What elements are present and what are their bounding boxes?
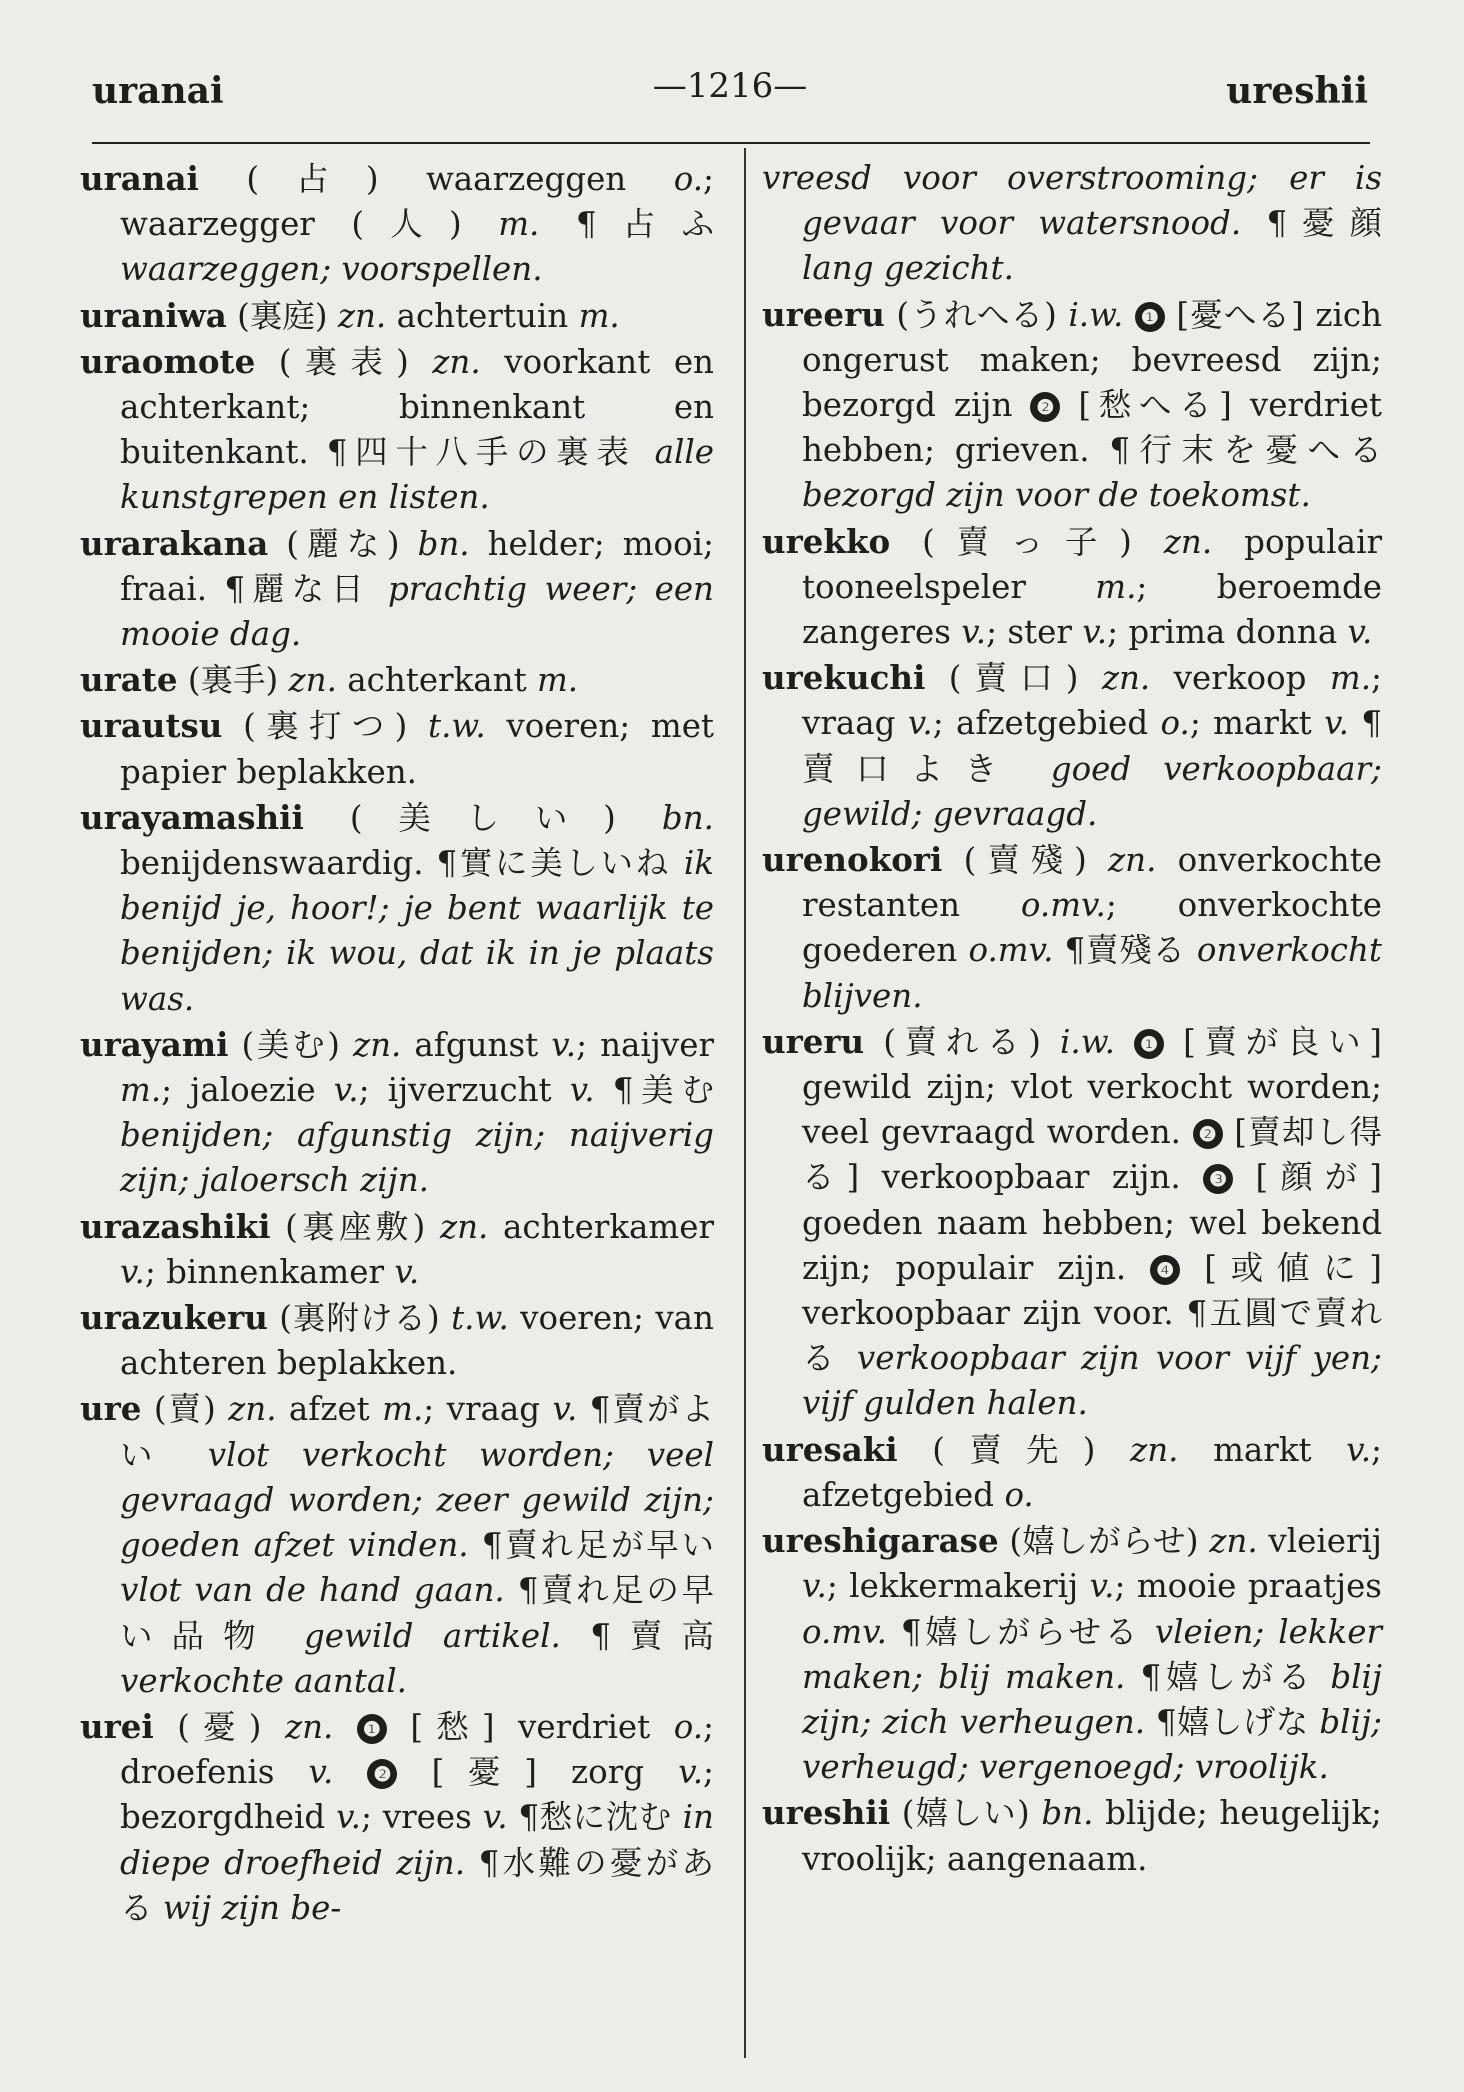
entry-italic-text: v. — [569, 1071, 595, 1110]
entry-italic-text: v. — [802, 1567, 827, 1606]
entry-text: (賣) — [141, 1390, 229, 1429]
right-column — [762, 156, 1382, 1882]
entry-headword: urautsu — [80, 706, 223, 746]
entry-headword: urekko — [762, 521, 891, 561]
dictionary-entry — [762, 1518, 1382, 1790]
entry-text: helder; mooi; fraai. ¶麗な日 — [120, 524, 714, 608]
entry-headword: urazashiki — [80, 1206, 271, 1246]
sense-number: ❶ — [357, 1714, 387, 1744]
entry-text: (美しい) — [303, 798, 662, 837]
entry-headword: urarakana — [80, 523, 269, 563]
entry-text: ; ijverzucht — [358, 1071, 570, 1110]
entry-italic-text: o. — [1160, 704, 1190, 743]
entry-headword: urenokori — [762, 840, 943, 880]
entry-text: afgunst — [401, 1025, 552, 1064]
entry-text — [1123, 296, 1135, 334]
entry-headword: urekuchi — [762, 658, 926, 698]
page-header — [92, 62, 1368, 122]
entry-text: voeren; van achteren beplakken. — [120, 1299, 714, 1383]
entry-headword: uranai — [80, 159, 199, 198]
sense-number: ❶ — [1134, 1029, 1164, 1059]
entry-text: afzet — [276, 1390, 383, 1429]
dictionary-entry — [80, 293, 714, 339]
entry-text: ; mooie praatjes — [1114, 1567, 1382, 1606]
dictionary-entry — [80, 1204, 714, 1295]
entry-text: ; vraag — [423, 1390, 553, 1429]
entry-text: [顔が] goeden naam hebben; wel bekend zijn; populair zijn. — [802, 1158, 1382, 1287]
entry-text: achtertuin — [386, 296, 579, 335]
entry-text: blijde; heugelijk; vroolijk; aangenaam. — [802, 1794, 1382, 1878]
entry-text — [333, 1753, 367, 1791]
entry-italic-text: in diepe droefheid zijn. — [120, 1798, 714, 1882]
entry-text: ; lekkermakerij — [826, 1567, 1090, 1606]
entry-italic-text: zn. — [288, 661, 337, 700]
entry-text: ; droefenis — [120, 1707, 714, 1792]
entry-italic-text: t.w. — [428, 707, 486, 746]
entry-italic-text: benijden; afgunstig zijn; naijverig zijn; jaloersch zijn. — [120, 1116, 714, 1200]
entry-text: ; waarzegger (人) — [120, 160, 714, 244]
entry-headword: uraomote — [80, 341, 256, 381]
entry-italic-text: v. — [1324, 704, 1349, 743]
entry-text — [1115, 1023, 1134, 1061]
dictionary-entry — [762, 292, 1382, 519]
entry-italic-text: o.mv. — [802, 1612, 887, 1651]
entry-italic-text: o. — [673, 1707, 704, 1746]
entry-italic-text: m. — [578, 296, 620, 335]
entry-italic-text: v. — [551, 1025, 577, 1064]
entry-text: ; prima donna — [1107, 613, 1348, 652]
entry-italic-text: vleien; lekker maken; blij maken. — [802, 1612, 1382, 1696]
entry-italic-text: m. — [536, 661, 579, 700]
entry-italic-text: zn. — [353, 1025, 402, 1064]
entry-italic-text: v. — [552, 1390, 578, 1429]
entry-headword: ureshii — [762, 1793, 891, 1833]
sense-number: ❹ — [1150, 1255, 1180, 1285]
entry-headword: urayamashii — [80, 797, 304, 837]
sense-number: ❷ — [1193, 1119, 1223, 1149]
dictionary-entry — [762, 655, 1382, 837]
dictionary-entry — [80, 795, 714, 1022]
page-number: —1216— — [652, 66, 808, 106]
entry-text: ¶賣口よき — [802, 704, 1382, 788]
sense-number: ❶ — [1135, 302, 1165, 332]
entry-text: (美む) — [228, 1025, 353, 1064]
entry-text: voeren; met papier beplakken. — [120, 707, 714, 791]
entry-text: (占) waarzeggen — [198, 160, 674, 198]
entry-text: ¶愁に沈む — [507, 1798, 683, 1837]
entry-italic-text: vlot verkocht worden; veel gevraagd worden; zeer gewild zijn; goeden afzet vinden. — [120, 1435, 714, 1565]
entry-text: (賣殘) — [942, 841, 1109, 880]
entry-italic-text: zn. — [1163, 522, 1213, 561]
entry-text: ; bezorgdheid — [120, 1753, 714, 1837]
entry-text: benijdenswaardig. ¶實に美しいね — [120, 844, 684, 883]
entry-italic-text: zn. — [284, 1707, 334, 1746]
dictionary-entry — [80, 339, 714, 521]
entry-text: ; ster — [986, 613, 1083, 652]
entry-italic-text: v. — [333, 1071, 359, 1110]
entry-italic-text: v. — [961, 613, 987, 652]
entry-italic-text: zn. — [1108, 841, 1157, 880]
entry-italic-text: zn. — [432, 342, 481, 381]
entry-italic-text: blij; verheugd; vergenoegd; vroolijk. — [802, 1702, 1382, 1787]
entry-italic-text: m. — [1329, 659, 1372, 698]
entry-italic-text: o. — [1004, 1475, 1034, 1514]
entry-italic-text: bn. — [661, 798, 714, 837]
entry-headword: urate — [80, 660, 178, 700]
dictionary-entry — [80, 657, 714, 703]
entry-italic-text: o.mv. — [968, 931, 1054, 970]
entry-italic-text: zn. — [1130, 1430, 1179, 1469]
entry-italic-text: verkochte aantal. — [120, 1661, 407, 1700]
entry-text: ¶賣殘る — [1053, 931, 1197, 970]
entry-text: (裏庭) — [226, 296, 338, 335]
entry-italic-text: v. — [678, 1753, 704, 1792]
dictionary-entry — [762, 837, 1382, 1019]
dictionary-entry — [80, 1704, 714, 1931]
entry-text: achterkant — [336, 661, 537, 700]
entry-text: ¶賣れ足の早い品物 — [120, 1571, 714, 1655]
entry-text: (裏附ける) — [267, 1299, 452, 1338]
entry-text: [憂へる] zich ongerust maken; bevreesd zijn; bezorgd zijn — [802, 295, 1382, 425]
entry-text: (嬉しい) — [890, 1794, 1042, 1833]
entry-text: (嬉しがらせ) — [998, 1522, 1210, 1561]
entry-italic-text: i.w. — [1068, 295, 1124, 334]
entry-italic-text: o.mv. — [1020, 886, 1106, 925]
entry-text: ¶賣れ足が早い — [468, 1526, 714, 1565]
entry-text: ; naijver — [576, 1025, 714, 1064]
entry-headword: ureeru — [762, 294, 885, 334]
entry-text: (裏手) — [177, 661, 289, 700]
entry-text: [賣が良い] gewild zijn; vlot verkocht worden; veel gevraagd worden. — [802, 1022, 1382, 1152]
entry-italic-text: bn. — [1041, 1794, 1094, 1833]
entry-text: [賣却し得る] verkoopbaar zijn. — [802, 1113, 1382, 1197]
entry-headword: ure — [80, 1389, 142, 1429]
entry-text: ¶賣がよい — [120, 1390, 714, 1474]
entry-italic-text: v. — [1082, 613, 1108, 652]
entry-text: vleierij — [1257, 1522, 1382, 1561]
entry-text: verkoop — [1150, 659, 1330, 698]
entry-italic-text: i.w. — [1059, 1022, 1115, 1061]
entry-italic-text: gewild artikel. — [304, 1616, 561, 1655]
entry-italic-text: o. — [673, 160, 704, 198]
entry-italic-text: ik benijd je, hoor!; je bent waarlijk te benijden; ik wou, dat ik in je plaats was. — [120, 844, 714, 1018]
entry-italic-text: v. — [336, 1798, 361, 1837]
entry-italic-text: v. — [394, 1252, 420, 1291]
entry-italic-text: alle kunstgrepen en listen. — [120, 433, 714, 517]
entry-text: ; beroemde zangeres — [802, 567, 1382, 652]
entry-text: (賣れる) — [864, 1022, 1060, 1061]
entry-italic-text: blij zijn; zich verheugen. — [802, 1657, 1383, 1741]
entry-italic-text: zn. — [439, 1207, 489, 1246]
dictionary-entry — [762, 519, 1382, 656]
entry-text: [愁へる] verdriet hebben; grieven. ¶行末を憂へる — [802, 386, 1382, 470]
entry-italic-text: waarzeggen; voorspellen. — [120, 250, 543, 289]
dictionary-entry — [80, 1022, 714, 1204]
entry-italic-text: m. — [498, 205, 540, 244]
dictionary-entry — [762, 156, 1382, 292]
entry-text: ¶美む — [594, 1071, 714, 1110]
entry-italic-text: onverkocht blijven. — [802, 931, 1382, 1015]
entry-text: (憂) — [153, 1707, 285, 1746]
entry-text: ; afzetgebied — [932, 704, 1161, 743]
entry-headword: uresaki — [762, 1429, 898, 1469]
entry-headword: urazukeru — [80, 1298, 268, 1338]
sense-number: ❸ — [1203, 1164, 1233, 1194]
sense-number: ❷ — [367, 1759, 397, 1789]
entry-italic-text: v. — [120, 1252, 145, 1291]
entry-italic-text: v. — [1346, 1430, 1372, 1469]
entry-italic-text: zn. — [1101, 659, 1151, 698]
entry-text: ; vrees — [360, 1798, 483, 1837]
entry-text: populair tooneelspeler — [802, 522, 1382, 606]
entry-italic-text: zn. — [337, 296, 387, 335]
entry-text — [333, 1708, 357, 1746]
entry-italic-text: t.w. — [451, 1299, 509, 1338]
entry-italic-text: bn. — [417, 524, 470, 563]
entry-italic-text: verkoopbaar zijn voor vijf yen; vijf gulden halen. — [802, 1339, 1382, 1423]
entry-headword: uraniwa — [80, 295, 227, 335]
entry-italic-text: m. — [120, 1071, 162, 1110]
header-right-guide-word: ureshii — [1226, 70, 1368, 112]
dictionary-entry — [762, 1427, 1382, 1518]
entry-text: [愁] verdriet — [386, 1707, 674, 1746]
dictionary-entry — [80, 521, 714, 658]
entry-text: ; vraag — [802, 659, 1382, 743]
entry-text: (裏座敷) — [270, 1207, 440, 1246]
entry-text: (賣っ子) — [890, 522, 1164, 561]
entry-text: ¶嬉しがる — [1125, 1657, 1331, 1696]
entry-text: ¶嬉しげな — [1145, 1702, 1320, 1741]
entry-italic-text: bezorgd zijn voor de toekomst. — [802, 476, 1311, 515]
dictionary-entry — [762, 1790, 1382, 1881]
entry-headword: urei — [80, 1706, 154, 1746]
entry-italic-text: v. — [1347, 613, 1373, 652]
dictionary-entry — [80, 1295, 714, 1386]
entry-italic-text: v. — [907, 704, 933, 743]
entry-text: markt — [1178, 1430, 1347, 1469]
entry-headword: ureru — [762, 1021, 865, 1061]
entry-text: ¶憂顔 — [1241, 204, 1383, 243]
entry-italic-text: zn. — [228, 1390, 277, 1429]
entry-text: ; markt — [1189, 704, 1325, 743]
entry-text: [憂] zorg — [397, 1753, 679, 1792]
entry-text: (賣口) — [925, 659, 1102, 698]
entry-text: ; jaloezie — [161, 1071, 334, 1110]
entry-italic-text: v. — [308, 1753, 334, 1792]
entry-text: ; onverkochte goederen — [802, 886, 1382, 970]
entry-text: ¶占ふ — [539, 205, 714, 244]
column-divider — [744, 148, 746, 2058]
entry-italic-text: m. — [1095, 567, 1137, 606]
entry-text: (裏表) — [255, 342, 433, 381]
entry-italic-text: v. — [482, 1798, 508, 1837]
entry-text: [或値に] verkoopbaar zijn voor. ¶五圓で賣れる — [802, 1248, 1382, 1378]
entry-italic-text: lang gezicht. — [802, 249, 1014, 288]
entry-text: ¶嬉しがらせる — [886, 1612, 1155, 1651]
entry-italic-text: vlot van de hand gaan. — [120, 1571, 505, 1610]
entry-italic-text: v. — [1089, 1567, 1115, 1606]
entry-text: voorkant en achterkant; binnenkant en buitenkant. ¶四十八手の裏表 — [120, 342, 714, 472]
sense-number: ❷ — [1030, 392, 1060, 422]
entry-text: (裏打つ) — [222, 707, 429, 746]
entry-text: (うれへる) — [884, 295, 1069, 334]
dictionary-entry — [80, 156, 714, 293]
header-left-guide-word: uranai — [92, 70, 224, 112]
entry-italic-text: m. — [382, 1390, 424, 1429]
entry-text: ; afzetgebied — [802, 1430, 1382, 1514]
entry-italic-text: prachtig weer; een mooie dag. — [120, 569, 714, 654]
entry-headword: urayami — [80, 1024, 229, 1064]
entry-headword: ureshigarase — [762, 1521, 999, 1561]
dictionary-entry — [80, 703, 714, 794]
header-rule — [92, 142, 1370, 144]
entry-text: (麗な) — [268, 524, 418, 563]
entry-text: achterkamer — [488, 1207, 714, 1246]
entry-italic-text: zn. — [1209, 1522, 1258, 1561]
entry-text: (賣先) — [897, 1430, 1131, 1469]
entry-text: onverkochte restanten — [802, 841, 1382, 925]
entry-italic-text: wij zijn be- — [162, 1888, 342, 1927]
dictionary-entry — [80, 1386, 714, 1703]
entry-text: ; binnenkamer — [144, 1252, 395, 1291]
entry-text: ¶水難の憂がある — [120, 1843, 714, 1927]
dictionary-entry — [762, 1019, 1382, 1427]
entry-italic-text: vreesd voor overstrooming; er is gevaar voor watersnood. — [762, 159, 1382, 243]
entry-italic-text: goed verkoopbaar; gewild; gevraagd. — [802, 749, 1382, 833]
left-column — [80, 156, 714, 1931]
entry-text: ¶賣高 — [560, 1616, 714, 1655]
